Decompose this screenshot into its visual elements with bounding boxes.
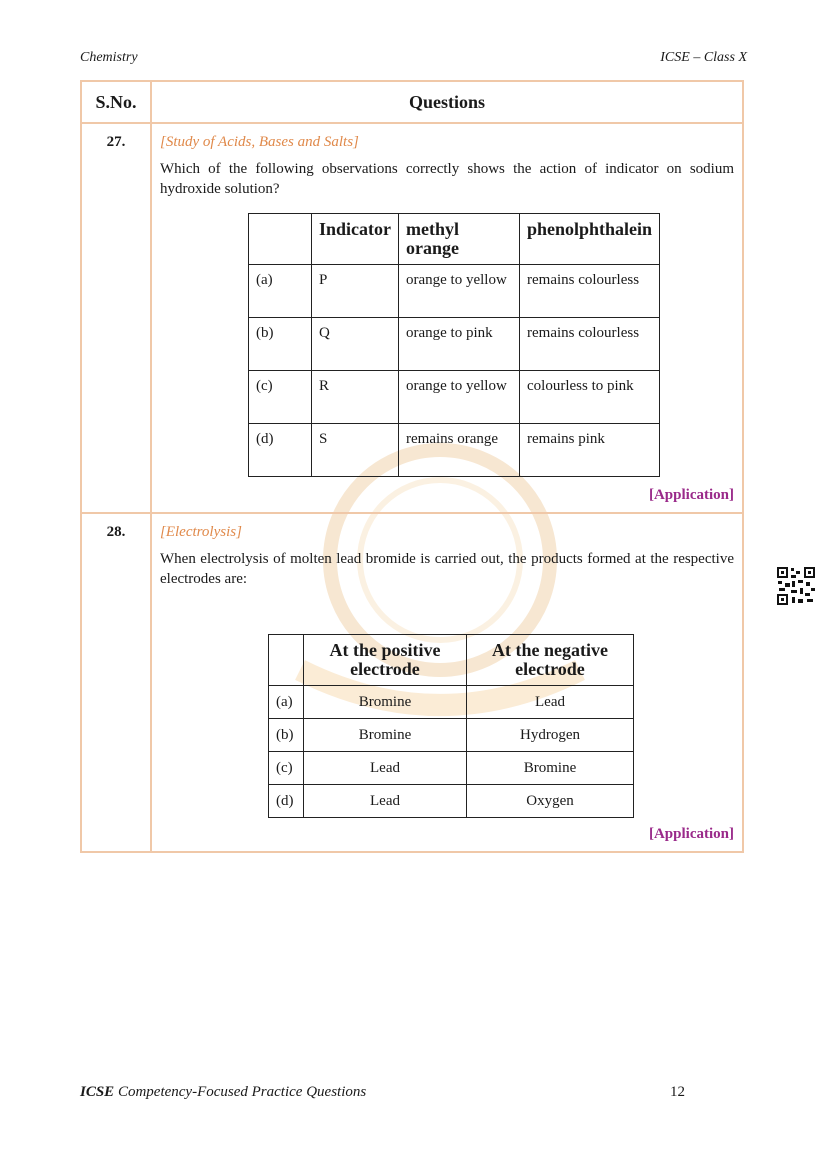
question-body	[151, 123, 743, 513]
option-row-a	[249, 265, 660, 318]
options-header-phenolphthalein: phenolphthalein	[520, 214, 660, 265]
option-indicator: S	[312, 424, 399, 477]
footer-title-text: Competency-Focused Practice Questions	[114, 1084, 367, 1100]
question-topic: [Study of Acids, Bases and Salts]	[160, 134, 359, 150]
options-header-negative-electrode: At the negative electrode	[467, 635, 634, 686]
indicator-options-table	[248, 213, 660, 477]
options-header-methyl-orange: methyl orange	[399, 214, 520, 265]
question-number: 27.	[81, 123, 151, 513]
question-tag: [Application]	[648, 826, 734, 842]
option-row-c	[269, 752, 634, 785]
option-negative: Hydrogen	[467, 719, 634, 752]
option-positive: Bromine	[304, 686, 467, 719]
option-label: (d)	[269, 785, 304, 818]
questions-table	[80, 80, 744, 853]
option-positive: Bromine	[304, 719, 467, 752]
option-phenolphthalein: colourless to pink	[520, 371, 660, 424]
question-text: When electrolysis of molten lead bromide is carried out, the products formed at the respective electrodes are:	[160, 551, 734, 587]
option-label: (d)	[249, 424, 312, 477]
option-label: (a)	[269, 686, 304, 719]
option-label: (b)	[269, 719, 304, 752]
question-row-27	[81, 123, 743, 513]
option-positive: Lead	[304, 752, 467, 785]
options-header-row	[269, 635, 634, 686]
option-label: (c)	[269, 752, 304, 785]
option-indicator: R	[312, 371, 399, 424]
option-phenolphthalein: remains colourless	[520, 318, 660, 371]
footer-title	[80, 1084, 366, 1101]
option-phenolphthalein: remains colourless	[520, 265, 660, 318]
options-header-blank	[249, 214, 312, 265]
question-text: Which of the following observations correctly shows the action of indicator on sodium hydroxide solution?	[160, 161, 734, 197]
question-tag: [Application]	[648, 487, 734, 503]
qr-code-icon[interactable]	[776, 566, 816, 606]
options-header-indicator: Indicator	[312, 214, 399, 265]
header-subject: Chemistry	[80, 50, 138, 65]
question-body	[151, 513, 743, 852]
questions-header-row	[81, 81, 743, 123]
option-label: (c)	[249, 371, 312, 424]
option-indicator: Q	[312, 318, 399, 371]
option-phenolphthalein: remains pink	[520, 424, 660, 477]
options-header-positive-electrode: At the positive electrode	[304, 635, 467, 686]
page-number: 12	[670, 1084, 685, 1100]
option-row-b	[249, 318, 660, 371]
option-methyl-orange: orange to yellow	[399, 371, 520, 424]
option-row-a	[269, 686, 634, 719]
header-class: ICSE – Class X	[660, 50, 747, 65]
option-methyl-orange: orange to pink	[399, 318, 520, 371]
option-row-c	[249, 371, 660, 424]
column-questions: Questions	[151, 81, 743, 123]
footer-board: ICSE	[80, 1084, 115, 1100]
options-header-row	[249, 214, 660, 265]
question-topic: [Electrolysis]	[160, 524, 242, 540]
option-row-d	[269, 785, 634, 818]
option-positive: Lead	[304, 785, 467, 818]
option-negative: Oxygen	[467, 785, 634, 818]
question-number: 28.	[81, 513, 151, 852]
option-negative: Bromine	[467, 752, 634, 785]
question-row-28	[81, 513, 743, 852]
option-row-d	[249, 424, 660, 477]
options-header-blank	[269, 635, 304, 686]
option-methyl-orange: remains orange	[399, 424, 520, 477]
electrode-options-table	[268, 634, 634, 818]
column-sno: S.No.	[81, 81, 151, 123]
option-label: (a)	[249, 265, 312, 318]
option-indicator: P	[312, 265, 399, 318]
option-label: (b)	[249, 318, 312, 371]
option-negative: Lead	[467, 686, 634, 719]
option-row-b	[269, 719, 634, 752]
option-methyl-orange: orange to yellow	[399, 265, 520, 318]
